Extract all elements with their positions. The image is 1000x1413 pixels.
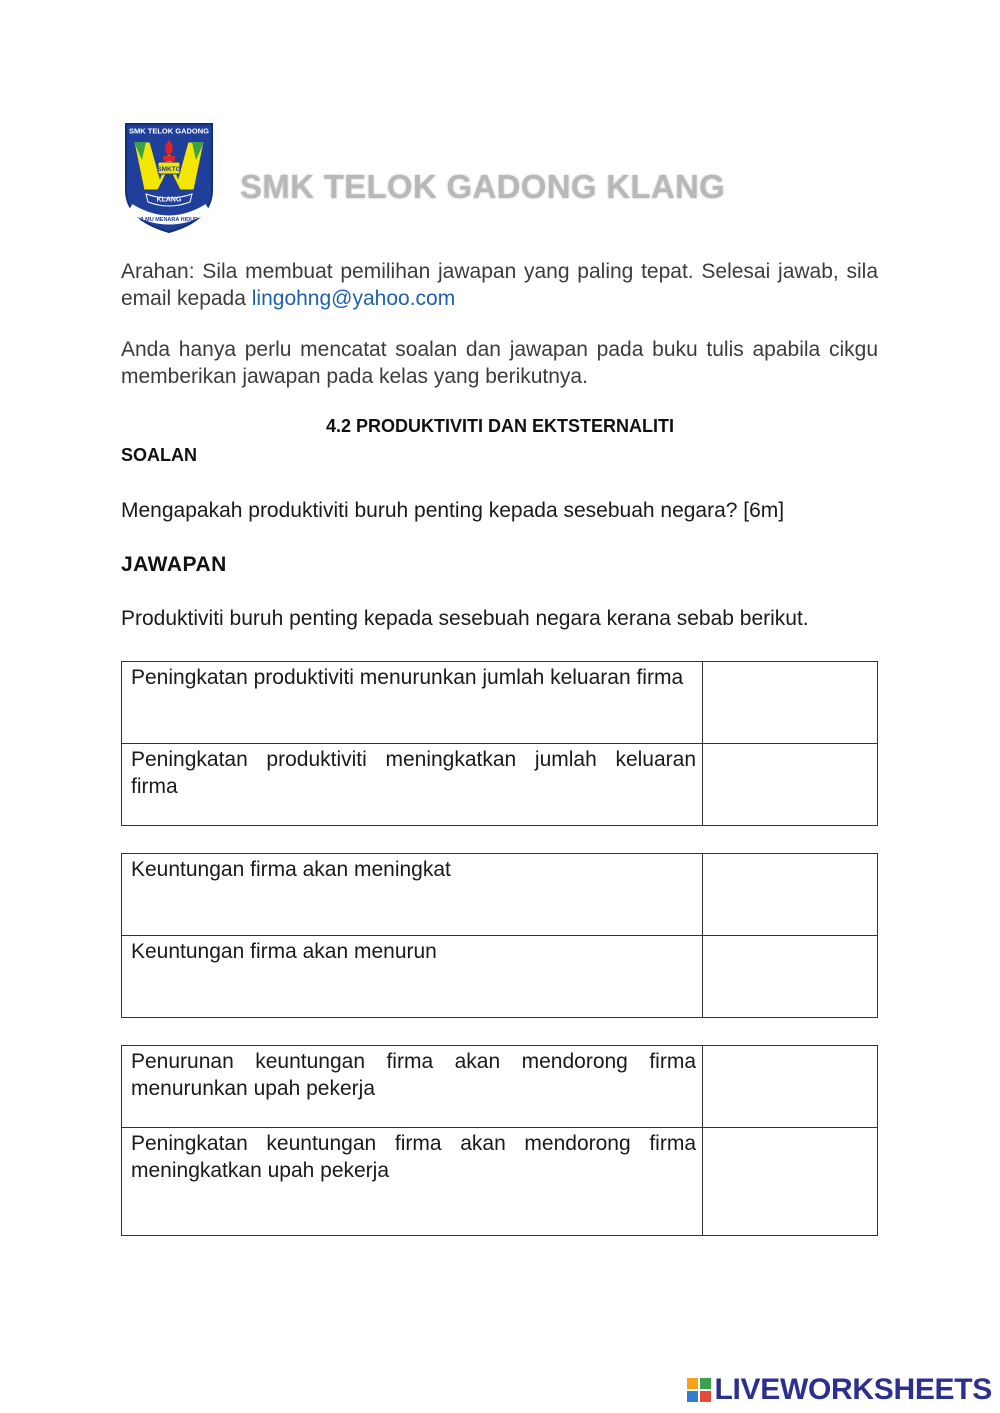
school-name: SMK TELOK GADONG KLANG <box>240 168 726 205</box>
answer-select-box[interactable] <box>703 744 878 826</box>
liveworksheets-icon <box>686 1377 712 1403</box>
option-row <box>122 936 878 1018</box>
answer-select-box[interactable] <box>703 662 878 744</box>
section-title: 4.2 PRODUKTIVITI DAN EKTSTERNALITI <box>325 416 675 436</box>
option-group-3 <box>121 1045 878 1236</box>
instructions-paragraph <box>121 258 878 312</box>
option-text-cell <box>122 744 703 826</box>
answer-select-box[interactable] <box>703 854 878 936</box>
answer-select-box[interactable] <box>703 1128 878 1236</box>
option-text: Peningkatan keuntungan firma akan mendorong firma meningkatkan upah pekerja <box>131 1132 696 1182</box>
question-text: Mengapakah produktiviti buruh penting kepada sesebuah negara? [6m] <box>121 499 785 522</box>
svg-text:SMKTG: SMKTG <box>157 166 181 173</box>
jawapan-label: JAWAPAN <box>121 553 227 576</box>
option-text-cell <box>122 854 703 936</box>
option-group-2 <box>121 853 878 1018</box>
option-row <box>122 854 878 936</box>
option-text: Keuntungan firma akan menurun <box>131 940 437 963</box>
note-paragraph: Anda hanya perlu mencatat soalan dan jawapan pada buku tulis apabila cikgu memberikan jawapan pada kelas yang berikutnya. <box>121 338 878 388</box>
option-row <box>122 1128 878 1236</box>
answer-intro: Produktiviti buruh penting kepada sesebuah negara kerana sebab berikut. <box>121 607 809 630</box>
liveworksheets-logo[interactable] <box>686 1373 993 1407</box>
option-group-1 <box>121 661 878 826</box>
option-text-cell <box>122 662 703 744</box>
soalan-label: SOALAN <box>121 445 197 465</box>
option-text: Penurunan keuntungan firma akan mendorong firma menurunkan upah pekerja <box>131 1050 696 1100</box>
school-crest-logo <box>120 120 218 235</box>
svg-text:KLANG: KLANG <box>156 196 182 204</box>
header <box>120 120 880 235</box>
option-text-cell <box>122 1046 703 1128</box>
option-text: Peningkatan produktiviti meningkatkan jumlah keluaran firma <box>131 748 696 798</box>
option-text-cell <box>122 936 703 1018</box>
option-text: Keuntungan firma akan meningkat <box>131 858 451 881</box>
answer-select-box[interactable] <box>703 1046 878 1128</box>
email-link[interactable]: lingohng@yahoo.com <box>251 287 456 310</box>
option-text: Peningkatan produktiviti menurunkan jumlah keluaran firma <box>131 666 684 689</box>
svg-text:SMK TELOK GADONG: SMK TELOK GADONG <box>129 126 209 136</box>
liveworksheets-brand: LIVEWORKSHEETS <box>714 1373 992 1406</box>
option-text-cell <box>122 1128 703 1236</box>
option-row <box>122 1046 878 1128</box>
svg-text:ILMU MENARA HIDUP: ILMU MENARA HIDUP <box>140 217 198 223</box>
option-row <box>122 662 878 744</box>
option-row <box>122 744 878 826</box>
instructions-text: Arahan: Sila membuat pemilihan jawapan yang paling tepat. Selesai jawab, sila email kepada <box>121 260 878 310</box>
answer-select-box[interactable] <box>703 936 878 1018</box>
